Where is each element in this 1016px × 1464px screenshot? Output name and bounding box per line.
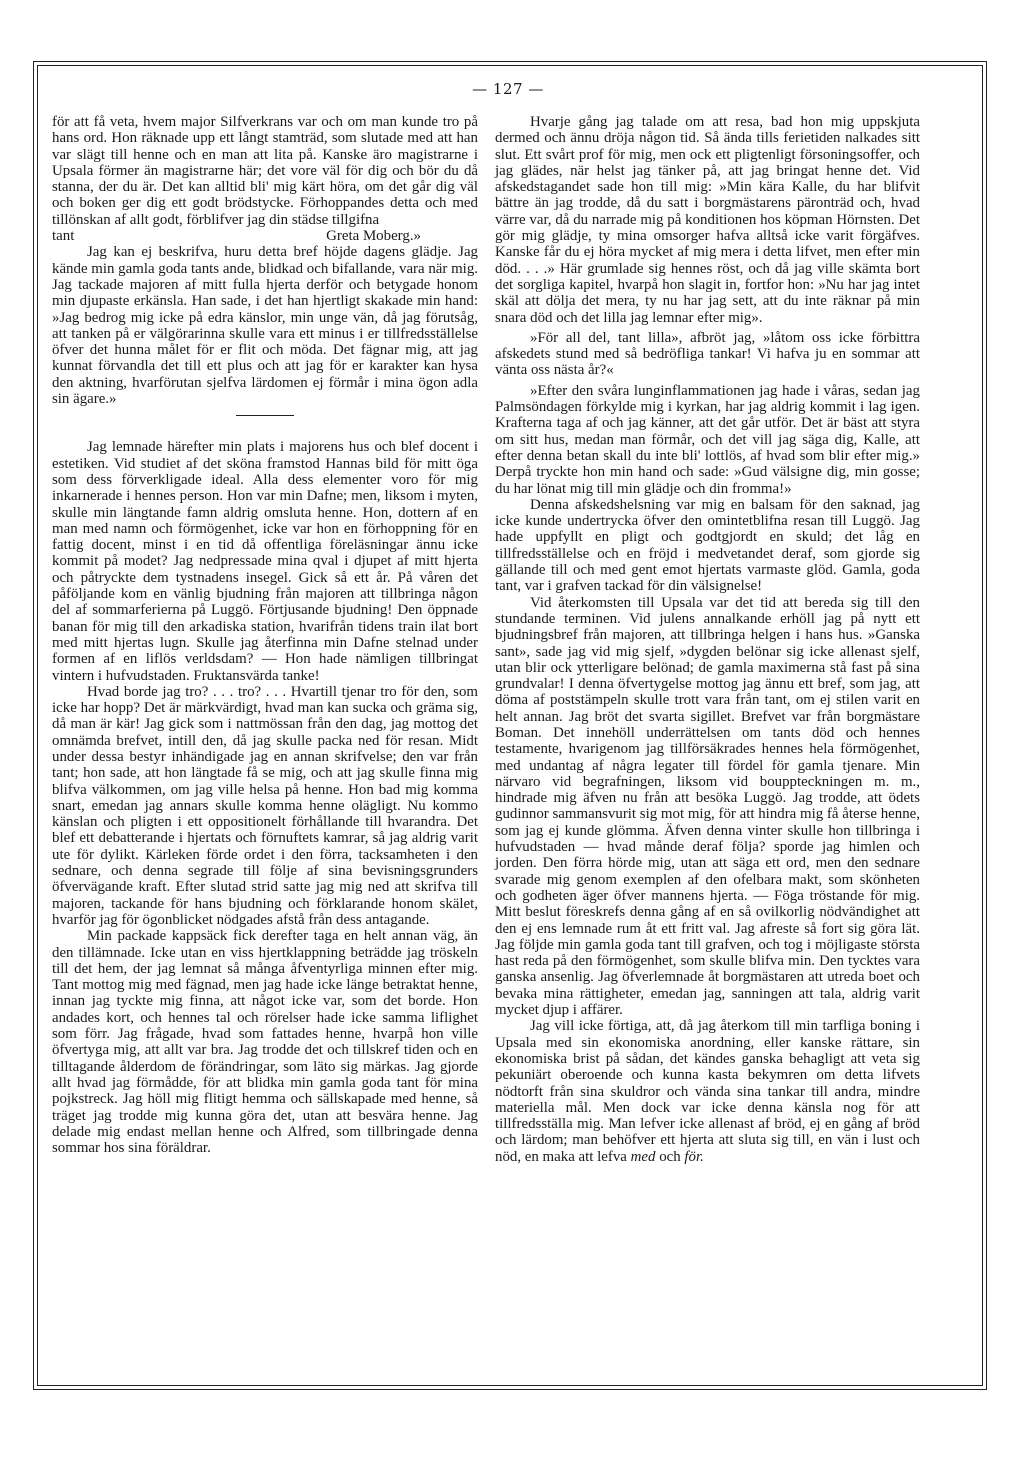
emphasis-text: med (630, 1148, 656, 1165)
paragraph: Vid återkomsten till Upsala var det tid att bereda sig till den stundande terminen. Vid julens annalkande erhöll jag på nytt ett bjudningsbref från majoren, att tillbringa helgen i hans hus. »Ganska sant», sade jag vid mig sjelf, »dygden belönar sig icke allenast sjelf, utan blir ock ytterligare belönad; de gamla maximerna stå fast på sina grundvalar! I denna öfvertygelse mottog jag ännu ett bref, som jag, att döma af poststämpeln skulle trott vara från tant, om ej stilen varit en helt annan. Jag bröt det svarta sigillet. Brefvet var från borgmästare Boman. Det innehöll underrättelsen om tants död och hennes testamente, hvarigenom jag tillförsäkrades hennes hela förmögenhet, med undantag af några legater till fördel för gamla tjenare. Min närvaro vid begrafningen, liksom vid bouppteckningen m. m., hindrade mig äfven nu från att besöka Luggö. Jag trodde, att ödets gudinnor sammansvurit sig mot mig, för att hindra mig få återse henne, som jag ej kunde glömma. Äfven denna vinter skulle hon tillbringa i hufvudstaden — hvad månde deraf följa? sporde jag himlen och jorden. Den förra hörde mig, utan att säga ett ord, men den sednare svarade mig genom exemplen af den ofelbara makt, som skönheten och godheten äger öfver mannens hjerta. — Föga tröstande för mig. Mitt beslut föreskrefs denna gång af en så ovilkorlig nödvändighet att den ej ens lemnade rum åt ett fritt val. Jag afreste så fort sig göra lät. Jag följde min gamla goda tant till grafven, och tog i möjligaste största hast reda på den förmögenhet, som skulle blifva min. Den tycktes vara ganska ansenlig. Jag öfverlemnade åt borgmästaren att utreda boet och bevaka mina rättigheter, emedan jag, sanningen att tala, aldrig varit mycket djup i affärer. (495, 594, 920, 1019)
left-column (52, 114, 478, 1156)
paragraph-text: och (659, 1148, 681, 1165)
paragraph: Hvad borde jag tro? . . . tro? . . . Hvartill tjenar tro för den, som icke har hopp? Det är märkvärdigt, hvad man kan sucka och gräma sig, då man är kär! Jag gick som i nattmössan från den dag, jag mottog det omnämda brefvet, intill den, då jag skulle packa ned för resan. Midt under dessa bestyr inhändigade jag en annan skrifvelse; den var från tant; hon sade, att hon längtade få se mig, och att jag skulle finna mig blifva välkommen, om jag ville helsa på henne. Hon bad mig komma snart, emedan jag annars skulle komma henne olägligt. Nu kommo känslan och pligten i ett oppositionelt förhållande till hvarandra. Det blef ett debatterande i hjertats och förnuftets kamrar, så jag aldrig varit ute för dylikt. Kärleken förde ordet i den förra, tacksamheten i den sednare, och denna segrade till följe af sina bevisningsgrunders öfvervägande kraft. Efter slutad strid satte jag mig ned att skrifva till majoren, tackande för hans bjudning och förklarande honom skälet, hvarför jag för ögonblicket nödgades afstå från dess antagande. (52, 683, 478, 928)
paragraph: »Efter den svåra lunginflammationen jag hade i våras, sedan jag Palmsöndagen förkylde mig i kyrkan, har jag aldrig kommit i lag igen. Krafterna taga af och jag känner, att det går utför. Det är bäst att styra om sitt hus, medan man förmår, och det vill jag säga dig, Kalle, att efter denna betan skall du inte bli' lottlös, af hvad som blir efter mig.» Derpå tryckte hon min hand och sade: »Gud välsigne dig, min gosse; du har lönat mig till min glädje och din fromma!» (495, 382, 920, 497)
paragraph: Denna afskedshelsning var mig en balsam för den saknad, jag icke kunde undertrycka öfver den omintetblifna resan till Luggö. Jag hade uppfyllt en pligt och godtgjordt en skuld; det låg en tillfredsställelse och en fröjd i medvetandet deraf, som gjorde sig gällande till och med gent emot hjertats varmaste glöd. Gamla, goda tant, var i grafven tackad för din välsignelse! (495, 496, 920, 595)
page-number: — 127 — (472, 80, 544, 98)
paragraph (495, 1018, 920, 1165)
right-column (495, 114, 920, 1165)
paragraph: »För all del, tant lilla», afbröt jag, »låtom oss icke förbittra afskedets stund med så bedröfliga tankar! Vi hafva ju en sommar att vänta oss nästa år?« (495, 329, 920, 379)
section-divider (236, 415, 294, 416)
emphasis-text: för. (684, 1148, 704, 1165)
paragraph: Hvarje gång jag talade om att resa, bad hon mig uppskjuta dermed och ännu dröja någon tid. Så ända tills ferietiden nalkades sitt slut. Ett svårt prof för mig, men ock ett pligtenligt försoningsoffer, och jag glädes, när helst jag tänker på, att jag bringat henne det. Vid afskedstagandet sade hon till mig: »Min kära Kalle, du har blifvit bättre än jag trodde, då du satt i borgmästarens päronträd och, hvad värre var, då du narrade mig på konditionen hos köpman Hörnsten. Det gör mig glädje, ty mina omsorger hafva alltså icke varit förgäfves. Kanske får du ej höra mycket af mig mera i detta lifvet, men efter min död. . . .» Här grumlade sig hennes röst, och då jag ville skämta bort det sorgliga kapitel, hvarpå hon slagit in, fortfor hon: »Nu har jag intet skäl att dölja det mera, ty nu har jag sett, att du inte räknar på min snara död och det lilla jag lemnar efter mig». (495, 114, 920, 326)
signature-closing: tant (52, 228, 75, 245)
paragraph: Jag lemnade härefter min plats i majorens hus och blef docent i estetiken. Vid studiet af det sköna framstod Hannas bild för mitt öga som dess förverkligade ideal. Alla dess elementer voro för mig inkarnerade i hennes person. Hon var min Dafne; men, liksom i myten, skulle min längtande famn aldrig omsluta henne. Hon, dottern af en man med namn och förmögenhet, icke var hon en förhoppning för en fattig docent, minst i en tid då offentliga föreläsningar ännu icke kommit på modet? Jag nedpressade mina qval i djupet af mitt hjerta och påtryckte dem tystnadens insegel. Gick så ett år. På våren det påföljande kom en vänlig bjudning från majoren att tillbringa någon del af sommarferierna på Luggö. Förtjusande bjudning! Den öppnade banan för mig till den arkadiska station, hvarifrån tidens train ilat bort med mitt hjertas lugn. Skulle jag återfinna min Dafne stelnad under formen af en liflös verldsdam? — Hon hade nämligen tillbringat vintern i hufvudstaden. Fruktansvärda tanke! (52, 439, 478, 684)
paragraph-text: Jag vill icke förtiga, att, då jag återkom till min tarfliga boning i Upsala med sin ekonomiska anordning, eller kanske rättare, sin ekonomiska brist på sådan, det kändes ganska behagligt att veta sig pekuniärt oberoende och kunna kasta bekymren om detta lifvets nödtorft från sina skuldror och vända sina tankar till andra, mindre materiella mål. Men dock var icke denna känsla nog för att tillfredsställa mig. Man lefver icke allenast af bröd, ej en gång af bröd och lärdom; man behöfver ett hjerta att sluta sig till, en vän i lust och nöd, en maka att lefva (495, 1018, 920, 1165)
paragraph: Jag kan ej beskrifva, huru detta bref höjde dagens glädje. Jag kände min gamla goda tants ande, blidkad och bifallande, vara när mig. Jag tackade majoren af mitt fulla hjerta derför och betygade honom min djupaste erkänsla. Han sade, i det han hjertligt skakade min hand: »Jag bedrog mig icke på edra känslor, min unge vän, då jag förutsåg, att tanken på er välgörarinna skulle vara ett minus i er tillfredsställelse öfver det hunna målet för er flit och möda. Det fägnar mig, att jag kunnat förvandla det till ett plus och att jag för er karakter kan hysa den aktning, hvarförutan sjelfva lärdomen ej förmår i mina ögon adla sin ägare.» (52, 244, 478, 408)
letter-signature (52, 228, 478, 244)
paragraph: för att få veta, hvem major Silfverkrans var och om man kunde tro på hans ord. Hon räknade upp ett långt stamträd, som slutade med att han var slägt till henne och en man att lita på. Kanske äro magistrarne i Upsala förmer än magistrarne här; det vore väl för dig och bör du då stanna, der du är. Det kan alltid bli' mig kärt höra, om det går dig väl och boken ger dig ett godt brödstycke. Förhoppandes detta och med tillönskan af allt godt, förblifver jag din städse tillgifna (52, 114, 478, 228)
signature-name: Greta Moberg.» (326, 228, 421, 245)
paragraph: Min packade kappsäck fick derefter taga en helt annan väg, än den tillämnade. Icke utan en viss hjertklappning beträdde jag tröskeln till det hem, der jag lemnat så många åfventyrliga minnen efter mig. Tant mottog mig med fägnad, men jag hade icke länge betraktat henne, innan jag tyckte mig finna, att något icke var, som det borde. Hon andades kort, och hennes tal och rörelser hade icke samma liflighet som förr. Jag frågade, hvad som fattades henne, hvarpå hon ville öfvertyga mig, att allt var bra. Jag trodde det och tillskref tiden och en tilltagande ålderdom de förändringar, som läto sig märkas. Jag gjorde allt hvad jag förmådde, för att blidka min gamla goda tant för mina pojkstreck. Jag höll mig flitigt hemma och sällskapade med henne, så träget jag trodde mig kunna göra det, utan att besvära henne. Jag delade mig endast mellan henne och Alfred, som tillbringade denna sommar hos sina föräldrar. (52, 928, 478, 1157)
